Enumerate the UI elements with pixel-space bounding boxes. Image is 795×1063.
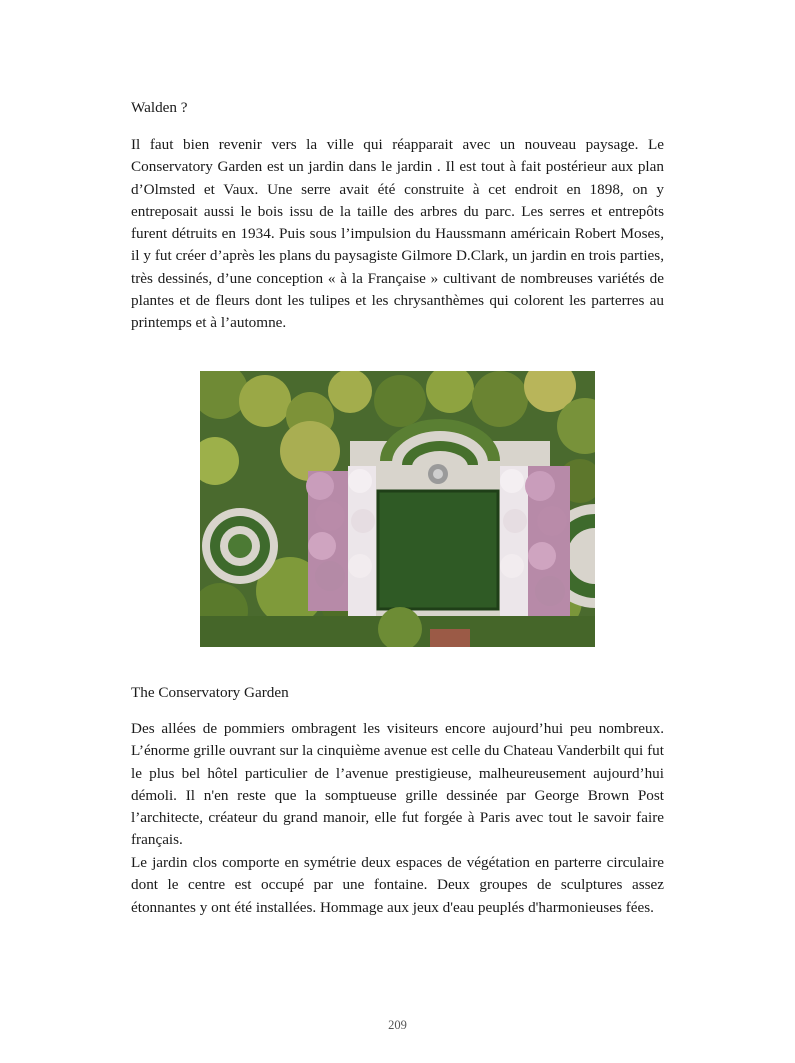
left-parterre [202, 508, 278, 584]
central-lawn [378, 491, 498, 609]
figure-caption: The Conservatory Garden [131, 684, 289, 701]
blossom-rows-right [500, 466, 570, 616]
conservatory-garden-photo [200, 371, 595, 647]
paragraph-enclosed-garden: Le jardin clos comporte en symétrie deux espaces de végétation en parterre circulaire dont le centre est occupé par une fontaine. Deux groupes de sculptures assez étonnantes y ont été installées. Hommage aux jeux d'eau peuplés d'harmonieuses fées. [131, 854, 664, 916]
paragraph-history: Il faut bien revenir vers la ville qui réapparait avec un nouveau paysage. Le Conservatory Garden est un jardin dans le jardin . Il est tout à fait postérieur aux plan d’Olmsted et Vaux. Une serre avait été construite à cet endroit en 1898, on y entreposait aussi le bois issu de la taille des arbres du parc. Les serres et entrepôts furent détruits en 1934. Puis sous l’impulsion du Haussmann américain Robert Moses, il y fut créer d’après les plans du paysagiste Gilmore D.Clark, un jardin en trois parties, très dessinés, d’une conception « à la Française » cultivant de nombreuses variétés de plantes et de fleurs dont les tulipes et les chrysanthèmes qui colorent les parterres au printemps et à l’automne. [131, 136, 664, 332]
section-title: Walden ? [131, 99, 188, 116]
blossom-rows-left [306, 466, 376, 616]
page-number: 209 [388, 1018, 407, 1032]
paragraph-gate: Des allées de pommiers ombragent les visiteurs encore aujourd’hui peu nombreux. L’énorme grille ouvrant sur la cinquième avenue est celle du Chateau Vanderbilt qui fut le plus bel hôtel particulier de l’avenue prestigieuse, malheureusement aujourd’hui démoli. Il n'en reste que la somptueuse grille dessinée par George Brown Post l’architecte, créateur du grand manoir, elle fut forgée à Paris avec tout le savoir faire français. [131, 720, 664, 849]
